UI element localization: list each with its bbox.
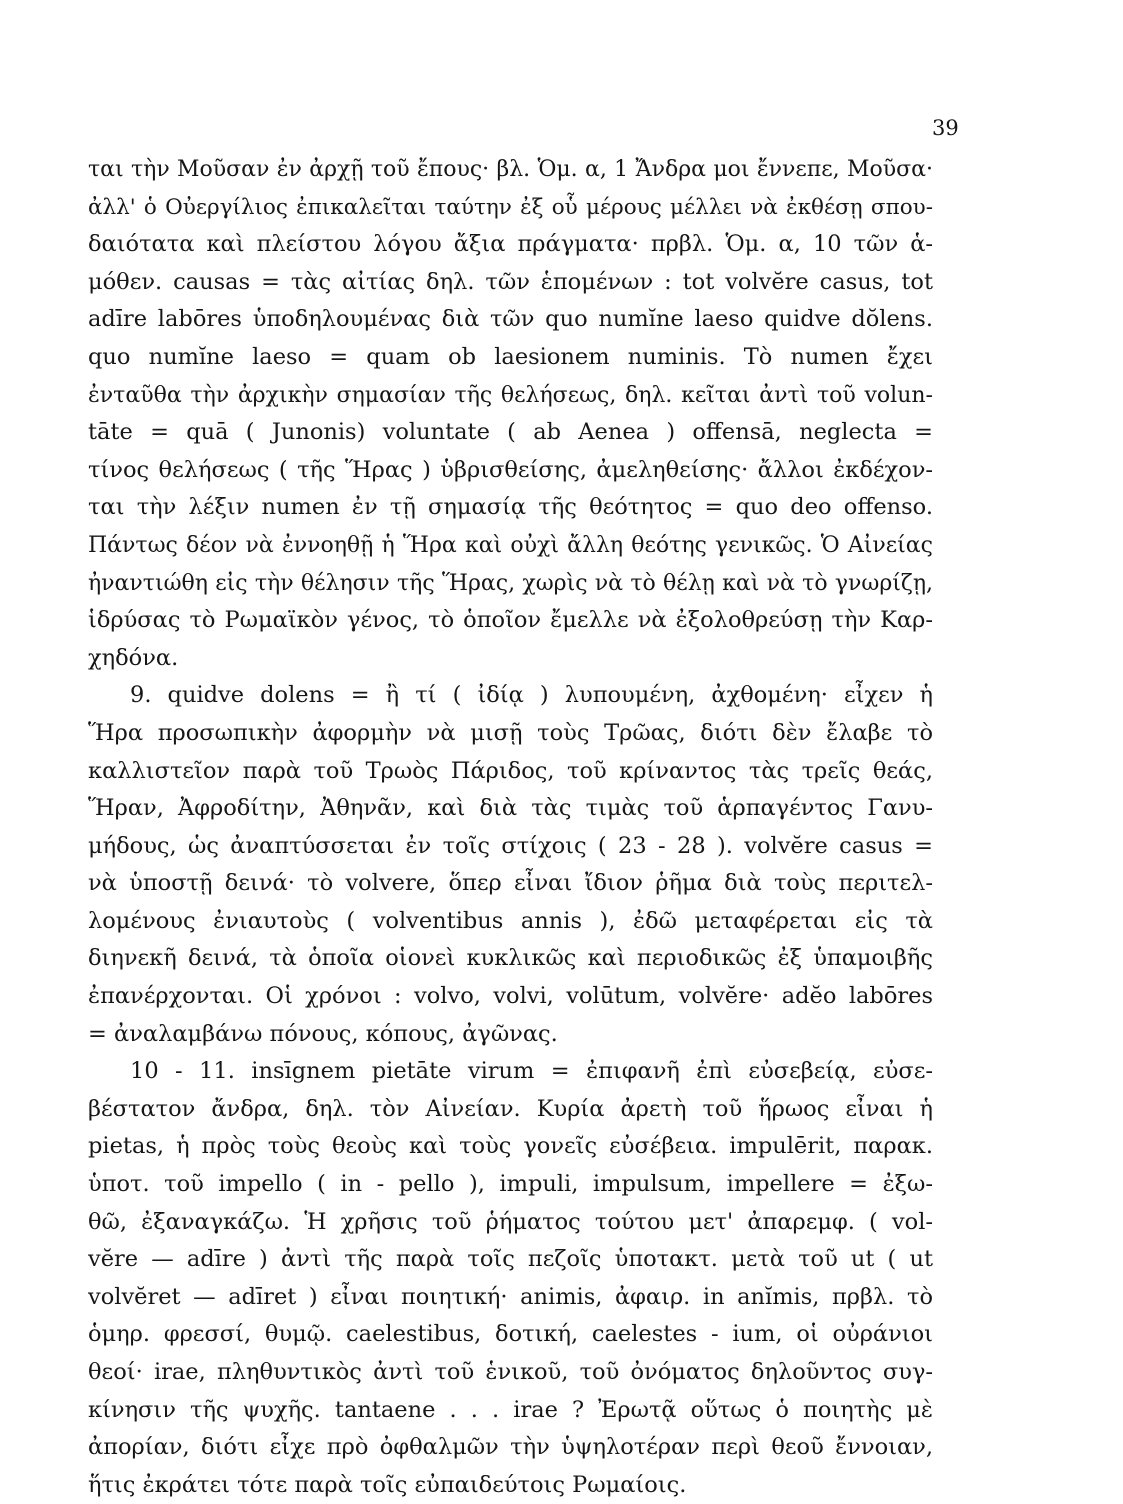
text-line: Πάντως δέον νὰ ἐννοηθῇ ἡ Ἥρα καὶ οὐχὶ ἄλλη θεότης γενικῶς. Ὁ Αἰνείας [88, 532, 933, 558]
text-line: ἥτις ἐκράτει τότε παρὰ τοῖς εὐπαιδεύτοις Ρωμαίοις. [88, 1471, 687, 1498]
text-line: λομένους ἐνιαυτοὺς ( volventibus annis ), ἐδῶ μεταφέρεται εἰς τὰ [88, 907, 933, 934]
page-number: 39 [932, 116, 959, 140]
text-line: ἱδρύσας τὸ Ρωμαϊκὸν γένος, τὸ ὁποῖον ἔμελλε νὰ ἐξολοθρεύσῃ τὴν Καρ- [88, 607, 933, 634]
commentary-text [88, 151, 933, 1504]
text-line: ἠναντιώθη εἰς τὴν θέλησιν τῆς Ἥρας, χωρὶς νὰ τὸ θέλῃ καὶ νὰ τὸ γνωρίζῃ, [88, 570, 933, 596]
text-line: ἀπορίαν, διότι εἶχε πρὸ ὀφθαλμῶν τὴν ὑψηλοτέραν περὶ θεοῦ ἔννοιαν, [88, 1434, 933, 1461]
text-line: ἐνταῦθα τὴν ἀρχικὴν σημασίαν τῆς θελήσεως, δηλ. κεῖται ἀντὶ τοῦ volun- [88, 382, 933, 408]
text-line: = ἀναλαμβάνω πόνους, κόπους, ἀγῶνας. [88, 1020, 558, 1047]
text-line: vĕre — adīre ) ἀντὶ τῆς παρὰ τοῖς πεζοῖς ὑποτακτ. μετὰ τοῦ ut ( ut [88, 1246, 933, 1273]
text-line: θῶ, ἐξαναγκάζω. Ἡ χρῆσις τοῦ ῥήματος τούτου μετ' ἀπαρεμφ. ( vol- [88, 1208, 933, 1235]
text-line: Ἥραν, Ἀφροδίτην, Ἀθηνᾶν, καὶ διὰ τὰς τιμὰς τοῦ ἁρπαγέντος Γανυ- [88, 795, 933, 822]
text-line: θεοί· irae, πληθυντικὸς ἀντὶ τοῦ ἑνικοῦ, τοῦ ὀνόματος δηλοῦντος συγ- [88, 1359, 933, 1385]
text-line: νὰ ὑποστῇ δεινά· τὸ volvere, ὅπερ εἶναι ἴδιον ῥῆμα διὰ τοὺς περιτελ- [88, 870, 933, 897]
text-line: 9. quidve dolens = ἢ τί ( ἰδίᾳ ) λυπουμένη, ἀχθομένη· εἶχεν ἡ [130, 682, 933, 709]
text-line: χηδόνα. [88, 644, 179, 671]
text-line: δαιότατα καὶ πλείστου λόγου ἄξια πράγματα· πρβλ. Ὁμ. α, 10 τῶν ἁ- [88, 231, 933, 258]
text-line: μόθεν. causas = τὰς αἰτίας δηλ. τῶν ἑπομένων : tot volvĕre casus, tot [88, 268, 933, 295]
text-line: quo numĭne laeso = quam ob laesionem numinis. Τὸ numen ἔχει [88, 343, 933, 370]
text-line: διηνεκῆ δεινά, τὰ ὁποῖα οἱονεὶ κυκλικῶς καὶ περιοδικῶς ἐξ ὑπαμοιβῆς [88, 945, 933, 972]
text-line: tāte = quā ( Junonis) voluntate ( ab Aenea ) offensā, neglecta = [88, 419, 933, 446]
text-line: μήδους, ὡς ἀναπτύσσεται ἐν τοῖς στίχοις ( 23 - 28 ). volvĕre casus = [88, 832, 933, 859]
text-line: ὑποτ. τοῦ impello ( in - pello ), impuli, impulsum, impellere = ἐξω- [88, 1171, 933, 1198]
text-line: ὁμηρ. φρεσσί, θυμῷ. caelestibus, δοτική, caelestes - ium, οἱ οὐράνιοι [88, 1321, 933, 1348]
text-line: βέστατον ἄνδρα, δηλ. τὸν Αἰνείαν. Κυρία ἀρετὴ τοῦ ἥρωος εἶναι ἡ [88, 1095, 933, 1122]
text-line: τίνος θελήσεως ( τῆς Ἥρας ) ὑβρισθείσης, ἀμεληθείσης· ἄλλοι ἐκδέχον- [88, 456, 933, 483]
text-line: adīre labōres ὑποδηλουμένας διὰ τῶν quo numĭne laeso quidve dŏlens. [88, 306, 933, 333]
text-line: ἀλλ' ὁ Οὐεργίλιος ἐπικαλεῖται ταύτην ἐξ οὗ μέρους μέλλει νὰ ἐκθέσῃ σπου- [88, 194, 933, 220]
text-line: 10 - 11. insīgnem pietāte virum = ἐπιφανῆ ἐπὶ εὐσεβείᾳ, εὐσε- [130, 1058, 933, 1085]
text-line: κίνησιν τῆς ψυχῆς. tantaene . . . irae ? Ἐρωτᾷ οὕτως ὁ ποιητὴς μὲ [88, 1396, 933, 1423]
text-line: pietas, ἡ πρὸς τοὺς θεοὺς καὶ τοὺς γονεῖς εὐσέβεια. impulērit, παρακ. [88, 1133, 933, 1160]
text-line: ἐπανέρχονται. Οἱ χρόνοι : volvo, volvi, volūtum, volvĕre· adĕo labōres [88, 983, 933, 1010]
text-line: Ἥρα προσωπικὴν ἀφορμὴν νὰ μισῇ τοὺς Τρῶας, διότι δὲν ἔλαβε τὸ [88, 719, 933, 746]
text-line: volvĕret — adīret ) εἶναι ποιητική· animis, ἀφαιρ. in anĭmis, πρβλ. τὸ [88, 1283, 933, 1310]
text-line: ται τὴν λέξιν numen ἐν τῇ σημασίᾳ τῆς θεότητος = quo deo offenso. [88, 494, 933, 521]
text-line: καλλιστεῖον παρὰ τοῦ Τρωὸς Πάριδος, τοῦ κρίναντος τὰς τρεῖς θεάς, [88, 757, 933, 784]
text-line: ται τὴν Μοῦσαν ἐν ἀρχῇ τοῦ ἔπους· βλ. Ὁμ. α, 1 Ἄνδρα μοι ἔννεπε, Μοῦσα· [88, 157, 933, 182]
